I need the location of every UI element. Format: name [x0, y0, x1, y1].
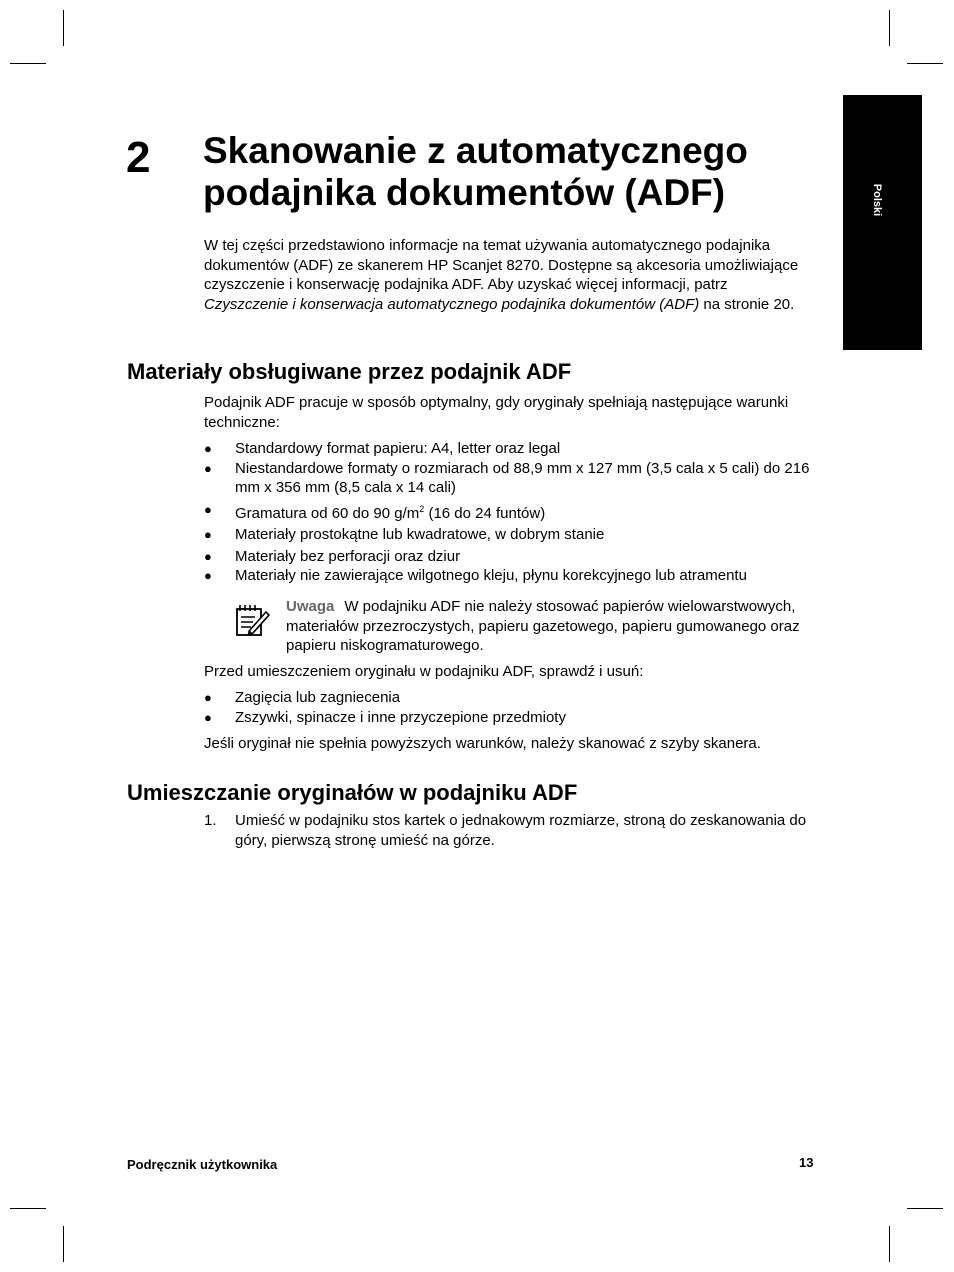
list-item-text: Standardowy format papieru: A4, letter oraz legal: [235, 440, 561, 457]
language-tab-label: Polski: [871, 183, 883, 217]
note-label: Uwaga: [286, 598, 335, 615]
list-item: [204, 688, 824, 708]
steps-list: [204, 811, 824, 850]
list-item: [204, 459, 824, 498]
note-pencil-icon: [235, 602, 271, 638]
step-number: 1.: [204, 812, 217, 829]
list-item-text: Zszywki, spinacze i inne przyczepione przedmioty: [235, 708, 566, 726]
check-lead: Przed umieszczeniem oryginału w podajniku ADF, sprawdź i usuń:: [204, 663, 644, 680]
section-heading-loading-originals: Umieszczanie oryginałów w podajniku ADF: [127, 780, 578, 805]
chapter-title-line1: Skanowanie z automatycznego: [203, 130, 748, 171]
bullet-icon: ●: [204, 568, 212, 583]
list-item-text: Niestandardowe formaty o rozmiarach od 88,9 mm x 127 mm (3,5 cala x 5 cali) do 216 mm x 356 mm (8,5 cala x 14 cali): [235, 459, 810, 496]
crop-mark-top-right-h: [907, 63, 943, 64]
bullet-icon: ●: [204, 690, 212, 705]
crop-mark-bottom-right-v: [889, 1226, 890, 1262]
list-item-text: Materiały nie zawierające wilgotnego kleju, płynu korekcyjnego lub atramentu: [235, 567, 747, 584]
gramature-text-after: (16 do 24 funtów): [424, 504, 546, 522]
bullet-icon: ●: [204, 548, 212, 564]
intro-text-before: W tej części przedstawiono informacje na temat używania automatycznego podajnika dokumentów (ADF) ze skanerem HP Scanjet 8270. Dostępne są akcesoria umożliwiające czyszczenie i konserwację podajnika ADF. Aby uzyskać więcej informacji, patrz: [204, 237, 799, 293]
gramature-text-before: Gramatura od 60 do 90 g/m: [235, 504, 420, 522]
chapter-number: 2: [126, 133, 151, 182]
section1-lead: Podajnik ADF pracuje w sposób optymalny, gdy oryginały spełniają następujące warunki techniczne:: [204, 394, 789, 431]
list-item: [204, 566, 824, 586]
note-text: [286, 597, 806, 656]
list-item-text: Materiały bez perforacji oraz dziur: [235, 547, 461, 565]
language-tab: [843, 95, 922, 350]
bullet-icon: ●: [204, 709, 212, 725]
crop-mark-bottom-left-h: [10, 1208, 46, 1209]
crop-mark-top-left-h: [10, 63, 46, 64]
note-body: W podajniku ADF nie należy stosować papierów wielowarstwowych, materiałów przezroczystych, papieru gazetowego, papieru gumowanego oraz papieru niskogramaturowego.: [286, 598, 800, 654]
crop-mark-bottom-right-h: [907, 1208, 943, 1209]
bullet-icon: ●: [204, 460, 212, 476]
section-heading-supported-media: Materiały obsługiwane przez podajnik ADF: [127, 359, 572, 384]
footer-manual-title: Podręcznik użytkownika: [127, 1157, 278, 1172]
list-item: [204, 525, 824, 545]
list-item-text: Zagięcia lub zagniecenia: [235, 689, 401, 706]
bullet-icon: ●: [204, 527, 212, 542]
page-number: 13: [799, 1155, 814, 1170]
list-item: [204, 439, 824, 459]
bullet-icon: ●: [204, 501, 212, 517]
intro-paragraph: [204, 236, 812, 314]
crop-mark-top-left-v: [63, 10, 64, 46]
chapter-title: [203, 130, 843, 214]
gramature-superscript: 2: [419, 503, 425, 514]
intro-cross-reference: Czyszczenie i konserwacja automatycznego podajnika dokumentów (ADF): [204, 295, 700, 313]
bullet-icon: ●: [204, 441, 212, 456]
intro-text-after: na stronie 20.: [699, 295, 795, 313]
list-item-text: Materiały prostokątne lub kwadratowe, w dobrym stanie: [235, 526, 605, 543]
chapter-title-line2: podajnika dokumentów (ADF): [203, 172, 726, 213]
list-item: [204, 811, 824, 850]
list-item: [204, 500, 824, 524]
crop-mark-bottom-left-v: [63, 1226, 64, 1262]
list-item: [204, 708, 824, 728]
fallback-paragraph: Jeśli oryginał nie spełnia powyższych warunków, należy skanować z szyby skanera.: [204, 735, 761, 752]
list-item: [204, 547, 824, 567]
crop-mark-top-right-v: [889, 10, 890, 46]
requirements-list: [204, 439, 824, 586]
step-text: Umieść w podajniku stos kartek o jednakowym rozmiarze, stroną do zeskanowania do góry, pierwszą stronę umieść na górze.: [235, 812, 807, 849]
check-list: [204, 688, 824, 727]
